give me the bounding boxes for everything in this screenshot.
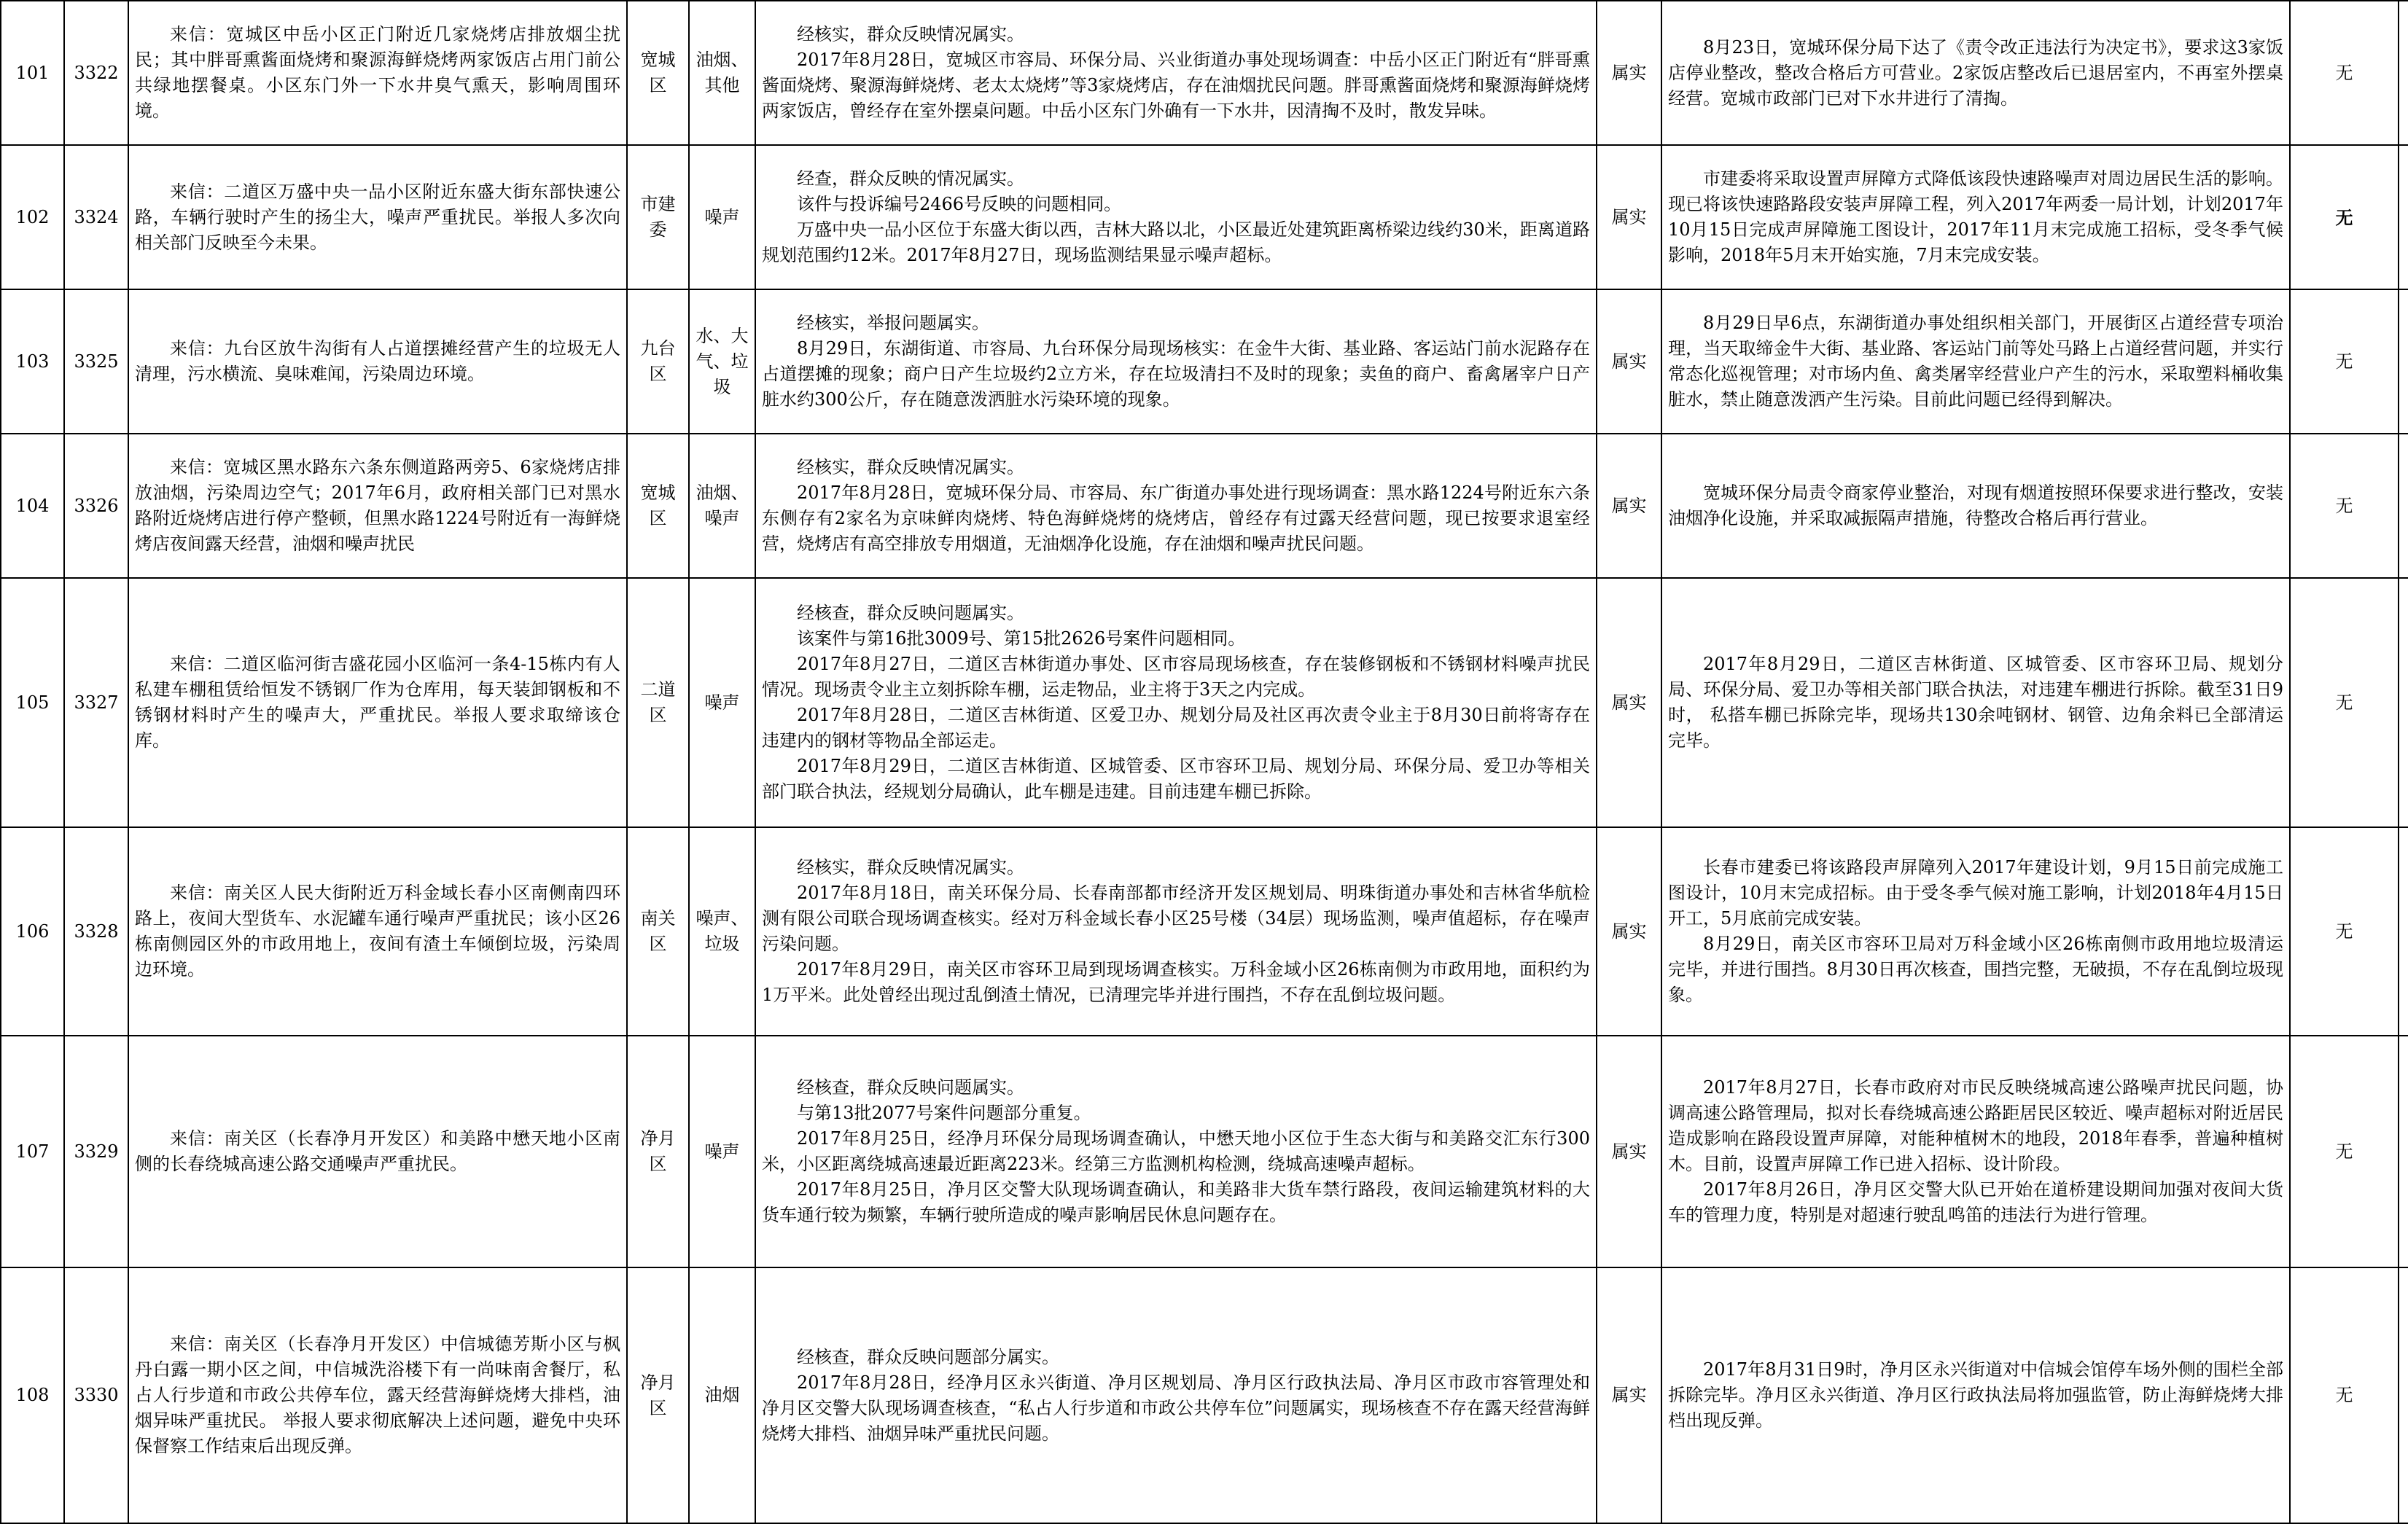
empty-cell <box>2399 1036 2408 1267</box>
complaint-cell <box>128 1 627 145</box>
table-body <box>1 1 2408 1523</box>
investigation-paragraph: 2017年8月29日，二道区吉林街道、区城管委、区市容环卫局、规划分局、环保分局、爱卫办等相关部门联合执法，经规划分局确认，此车棚是违建。目前违建车棚已拆除。 <box>762 756 1590 802</box>
investigation-cell <box>755 145 1597 289</box>
investigation-cell <box>755 578 1597 827</box>
investigation-cell <box>755 1036 1597 1267</box>
district-cell: 宽城区 <box>627 1 689 145</box>
rectification-paragraph: 市建委将采取设置声屏障方式降低该段快速路噪声对周边居民生活的影响。现已将该快速路路段安装声屏障工程，列入2017年两委一局计划，计划2017年10月15日完成声屏障施工图设计，2017年11月末完成施工招标，受冬季气候影响，2018年5月末开始实施，7月末完成安装。 <box>1668 168 2283 265</box>
empty-cell <box>2399 289 2408 434</box>
accountability-cell: 无 <box>2290 578 2399 827</box>
rectification-cell <box>1661 827 2290 1036</box>
verification-cell: 属实 <box>1597 434 1661 578</box>
complaint-cell <box>128 1036 627 1267</box>
empty-cell <box>2399 827 2408 1036</box>
pollution-type-cell: 油烟、其他 <box>689 1 755 145</box>
complaint-text: 来信：南关区（长春净月开发区）和美路中懋天地小区南侧的长春绕城高速公路交通噪声严重扰民。 <box>135 1128 620 1174</box>
table-row <box>1 827 2408 1036</box>
accountability-cell: 无 <box>2290 434 2399 578</box>
row-index-cell: 107 <box>1 1036 64 1267</box>
rectification-paragraph: 长春市建委已将该路段声屏障列入2017年建设计划，9月15日前完成施工图设计，10月末完成招标。由于受冬季气候对施工影响，计划2018年4月15日开工，5月底前完成安装。 <box>1668 857 2283 929</box>
accountability-cell: 无 <box>2290 827 2399 1036</box>
rectification-paragraph: 2017年8月31日9时，净月区永兴街道对中信城会馆停车场外侧的围栏全部拆除完毕。净月区永兴街道、净月区行政执法局将加强监管，防止海鲜烧烤大排档出现反弹。 <box>1668 1359 2283 1431</box>
investigation-paragraph: 2017年8月25日，经净月环保分局现场调查确认，中懋天地小区位于生态大街与和美路交汇东行300米，小区距离绕城高速最近距离223米。经第三方监测机构检测，绕城高速噪声超标。 <box>762 1128 1590 1174</box>
investigation-paragraph: 8月29日，东湖街道、市容局、九台环保分局现场核实：在金牛大街、基业路、客运站门前水泥路存在占道摆摊的现象；商户日产生垃圾约2立方米，存在垃圾清扫不及时的现象；卖鱼的商户、畜禽屠宰户日产脏水约300公斤，存在随意泼洒脏水污染环境的现象。 <box>762 338 1590 410</box>
complaint-text: 来信：二道区临河街吉盛花园小区临河一条4-15栋内有人私建车棚租赁给恒发不锈钢厂作为仓库用，每天装卸钢板和不锈钢材料时产生的噪声大，严重扰民。举报人要求取缔该仓库。 <box>135 654 620 751</box>
complaint-cell <box>128 1267 627 1523</box>
investigation-paragraph: 经核实，举报问题属实。 <box>797 313 989 333</box>
rectification-paragraph: 2017年8月29日，二道区吉林街道、区城管委、区市容环卫局、规划分局、环保分局、爱卫办等相关部门联合执法，对违建车棚进行拆除。截至31日9时， 私搭车棚已拆除完毕，现场共130余吨钢材、钢管、边角余料已全部清运完毕。 <box>1668 654 2283 751</box>
investigation-cell <box>755 1 1597 145</box>
case-number-cell: 3325 <box>64 289 128 434</box>
row-index-cell: 108 <box>1 1267 64 1523</box>
accountability-cell: 无 <box>2290 1267 2399 1523</box>
case-number-cell: 3327 <box>64 578 128 827</box>
district-cell: 净月区 <box>627 1036 689 1267</box>
investigation-paragraph: 2017年8月28日，宽城环保分局、市容局、东广街道办事处进行现场调查：黑水路1224号附近东六条东侧存有2家名为京味鲜肉烧烤、特色海鲜烧烤的烧烤店，曾经存有过露天经营问题，现已按要求退室经营，烧烤店有高空排放专用烟道，无油烟净化设施，存在油烟和噪声扰民问题。 <box>762 482 1590 554</box>
investigation-paragraph: 2017年8月27日，二道区吉林街道办事处、区市容局现场核查，存在装修钢板和不锈钢材料噪声扰民情况。现场责令业主立刻拆除车棚，运走物品，业主将于3天之内完成。 <box>762 654 1590 700</box>
rectification-cell <box>1661 145 2290 289</box>
rectification-cell <box>1661 578 2290 827</box>
district-cell: 南关区 <box>627 827 689 1036</box>
verification-cell: 属实 <box>1597 1 1661 145</box>
verification-cell: 属实 <box>1597 1267 1661 1523</box>
pollution-type-cell: 水、大气、垃圾 <box>689 289 755 434</box>
accountability-cell: 无 <box>2290 1 2399 145</box>
row-index-cell: 102 <box>1 145 64 289</box>
rectification-paragraph: 宽城环保分局责令商家停业整治，对现有烟道按照环保要求进行整改，安装油烟净化设施，并采取减振隔声措施，待整改合格后再行营业。 <box>1668 482 2283 528</box>
table-row <box>1 434 2408 578</box>
pollution-type-cell: 噪声、垃圾 <box>689 827 755 1036</box>
rectification-cell <box>1661 1 2290 145</box>
pollution-type-cell: 油烟 <box>689 1267 755 1523</box>
table-row <box>1 578 2408 827</box>
verification-cell: 属实 <box>1597 578 1661 827</box>
rectification-paragraph: 8月23日，宽城环保分局下达了《责令改正违法行为决定书》，要求这3家饭店停业整改，整改合格后方可营业。2家饭店整改后已退居室内，不再室外摆桌经营。宽城市政部门已对下水井进行了清掏。 <box>1668 36 2283 109</box>
investigation-cell <box>755 1267 1597 1523</box>
table-row <box>1 145 2408 289</box>
empty-cell <box>2399 1267 2408 1523</box>
table-row <box>1 1 2408 145</box>
complaint-cell <box>128 145 627 289</box>
case-number-cell: 3329 <box>64 1036 128 1267</box>
pollution-type-cell: 噪声 <box>689 578 755 827</box>
row-index-cell: 101 <box>1 1 64 145</box>
investigation-paragraph: 经核实，群众反映情况属实。 <box>797 24 1024 44</box>
rectification-cell <box>1661 289 2290 434</box>
district-cell: 二道区 <box>627 578 689 827</box>
investigation-paragraph: 万盛中央一品小区位于东盛大街以西，吉林大路以北，小区最近处建筑距离桥梁边线约30米，距离道路规划范围约12米。2017年8月27日，现场监测结果显示噪声超标。 <box>762 219 1590 265</box>
district-cell: 市建委 <box>627 145 689 289</box>
empty-cell <box>2399 578 2408 827</box>
investigation-paragraph: 与第13批2077号案件问题部分重复。 <box>797 1103 1091 1123</box>
district-cell: 宽城区 <box>627 434 689 578</box>
case-number-cell: 3324 <box>64 145 128 289</box>
investigation-paragraph: 经核实，群众反映情况属实。 <box>797 857 1024 878</box>
district-cell: 净月区 <box>627 1267 689 1523</box>
empty-cell <box>2399 434 2408 578</box>
rectification-cell <box>1661 1267 2290 1523</box>
case-number-cell: 3328 <box>64 827 128 1036</box>
investigation-cell <box>755 434 1597 578</box>
complaint-cell <box>128 827 627 1036</box>
rectification-paragraph: 8月29日，南关区市容环卫局对万科金域小区26栋南侧市政用地垃圾清运完毕，并进行围挡。8月30日再次核查，围挡完整，无破损，不存在乱倒垃圾现象。 <box>1668 934 2283 1005</box>
complaint-text: 来信：二道区万盛中央一品小区附近东盛大街东部快速公路，车辆行驶时产生的扬尘大，噪声严重扰民。举报人多次向相关部门反映至今未果。 <box>135 181 620 253</box>
pollution-type-cell: 噪声 <box>689 145 755 289</box>
case-number-cell: 3330 <box>64 1267 128 1523</box>
investigation-paragraph: 2017年8月28日，经净月区永兴街道、净月区规划局、净月区行政执法局、净月区市政市容管理处和净月区交警大队现场调查核查，“私占人行步道和市政公共停车位”问题属实，现场核查不存在露天经营海鲜烧烤大排档、油烟异味严重扰民问题。 <box>762 1372 1590 1444</box>
row-index-cell: 103 <box>1 289 64 434</box>
rectification-paragraph: 2017年8月27日，长春市政府对市民反映绕城高速公路噪声扰民问题，协调高速公路管理局，拟对长春绕城高速公路距居民区较近、噪声超标对附近居民造成影响在路段设置声屏障，对能种植树木的地段，2018年春季，普遍种植树木。目前，设置声屏障工作已进入招标、设计阶段。 <box>1668 1077 2283 1174</box>
rectification-cell <box>1661 1036 2290 1267</box>
complaint-text: 来信：南关区（长春净月开发区）中信城德芳斯小区与枫丹白露一期小区之间，中信城洗浴楼下有一尚味南舍餐厅，私占人行步道和市政公共停车位，露天经营海鲜烧烤大排档，油烟异味严重扰民。 举报人要求彻底解决上述问题，避免中央环保督察工作结束后出现反弹。 <box>135 1334 620 1456</box>
rectification-paragraph: 2017年8月26日，净月区交警大队已开始在道桥建设期间加强对夜间大货车的管理力度，特别是对超速行驶乱鸣笛的违法行为进行管理。 <box>1668 1179 2283 1225</box>
investigation-paragraph: 该案件与第16批3009号、第15批2626号案件问题相同。 <box>797 628 1246 649</box>
complaint-cell <box>128 289 627 434</box>
investigation-paragraph: 该件与投诉编号2466号反映的问题相同。 <box>797 194 1122 214</box>
case-number-cell: 3322 <box>64 1 128 145</box>
verification-cell: 属实 <box>1597 827 1661 1036</box>
investigation-cell <box>755 827 1597 1036</box>
empty-cell <box>2399 1 2408 145</box>
complaint-text: 来信：宽城区中岳小区正门附近几家烧烤店排放烟尘扰民；其中胖哥熏酱面烧烤和聚源海鲜烧烤两家饭店占用门前公共绿地摆餐桌。小区东门外一下水井臭气熏天，影响周围环境。 <box>135 24 620 121</box>
table-row <box>1 289 2408 434</box>
table-row <box>1 1036 2408 1267</box>
investigation-paragraph: 2017年8月25日，净月区交警大队现场调查确认，和美路非大货车禁行路段，夜间运输建筑材料的大货车通行较为频繁，车辆行驶所造成的噪声影响居民休息问题存在。 <box>762 1179 1590 1225</box>
complaint-text: 来信：九台区放牛沟街有人占道摆摊经营产生的垃圾无人清理，污水横流、臭味难闻，污染周边环境。 <box>135 338 620 384</box>
row-index-cell: 104 <box>1 434 64 578</box>
accountability-cell: 无 <box>2290 289 2399 434</box>
case-number-cell: 3326 <box>64 434 128 578</box>
investigation-paragraph: 2017年8月29日，南关区市容环卫局到现场调查核实。万科金域小区26栋南侧为市政用地，面积约为1万平米。此处曾经出现过乱倒渣土情况，已清理完毕并进行围挡，不存在乱倒垃圾问题。 <box>762 959 1590 1005</box>
pollution-type-cell: 油烟、噪声 <box>689 434 755 578</box>
row-index-cell: 106 <box>1 827 64 1036</box>
investigation-paragraph: 经核实，群众反映情况属实。 <box>797 457 1024 477</box>
verification-cell: 属实 <box>1597 145 1661 289</box>
investigation-paragraph: 经核查，群众反映问题属实。 <box>797 1077 1024 1098</box>
investigation-paragraph: 2017年8月18日，南关环保分局、长春南部都市经济开发区规划局、明珠街道办事处和吉林省华航检测有限公司联合现场调查核实。经对万科金域长春小区25号楼（34层）现场监测，噪声值超标，存在噪声污染问题。 <box>762 883 1590 954</box>
empty-cell <box>2399 145 2408 289</box>
investigation-paragraph: 2017年8月28日，宽城区市容局、环保分局、兴业街道办事处现场调查：中岳小区正门附近有“胖哥熏酱面烧烤、聚源海鲜烧烤、老太太烧烤”等3家烧烤店，存在油烟扰民问题。胖哥熏酱面烧烤和聚源海鲜烧烤两家饭店，曾经存在室外摆桌问题。中岳小区东门外确有一下水井，因清掏不及时，散发异味。 <box>762 50 1590 121</box>
district-cell: 九台区 <box>627 289 689 434</box>
complaint-cell <box>128 434 627 578</box>
accountability-cell: 无 <box>2290 1036 2399 1267</box>
pollution-type-cell: 噪声 <box>689 1036 755 1267</box>
investigation-paragraph: 经查，群众反映的情况属实。 <box>797 168 1024 189</box>
verification-cell: 属实 <box>1597 289 1661 434</box>
complaint-text: 来信：南关区人民大街附近万科金域长春小区南侧南四环路上，夜间大型货车、水泥罐车通行噪声严重扰民；该小区26栋南侧园区外的市政用地上，夜间有渣土车倾倒垃圾，污染周边环境。 <box>135 883 620 980</box>
investigation-cell <box>755 289 1597 434</box>
complaint-text: 来信：宽城区黑水路东六条东侧道路两旁5、6家烧烤店排放油烟，污染周边空气；2017年6月，政府相关部门已对黑水路附近烧烤店进行停产整顿，但黑水路1224号附近有一海鲜烧烤店夜间露天经营，油烟和噪声扰民 <box>135 457 620 554</box>
rectification-cell <box>1661 434 2290 578</box>
verification-cell: 属实 <box>1597 1036 1661 1267</box>
investigation-paragraph: 2017年8月28日，二道区吉林街道、区爱卫办、规划分局及社区再次责令业主于8月30日前将寄存在违建内的钢材等物品全部运走。 <box>762 705 1590 751</box>
row-index-cell: 105 <box>1 578 64 827</box>
investigation-paragraph: 经核查，群众反映问题部分属实。 <box>797 1346 1059 1367</box>
table-row <box>1 1267 2408 1523</box>
complaint-cell <box>128 578 627 827</box>
accountability-cell: 无 <box>2290 145 2399 289</box>
investigation-paragraph: 经核查，群众反映问题属实。 <box>797 603 1024 623</box>
rectification-paragraph: 8月29日早6点，东湖街道办事处组织相关部门，开展街区占道经营专项治理，当天取缔金牛大街、基业路、客运站门前等处马路上占道经营问题，并实行常态化巡视管理；对市场内鱼、禽类屠宰经营业户产生的污水，采取塑料桶收集脏水，禁止随意泼洒产生污染。目前此问题已经得到解决。 <box>1668 313 2283 410</box>
